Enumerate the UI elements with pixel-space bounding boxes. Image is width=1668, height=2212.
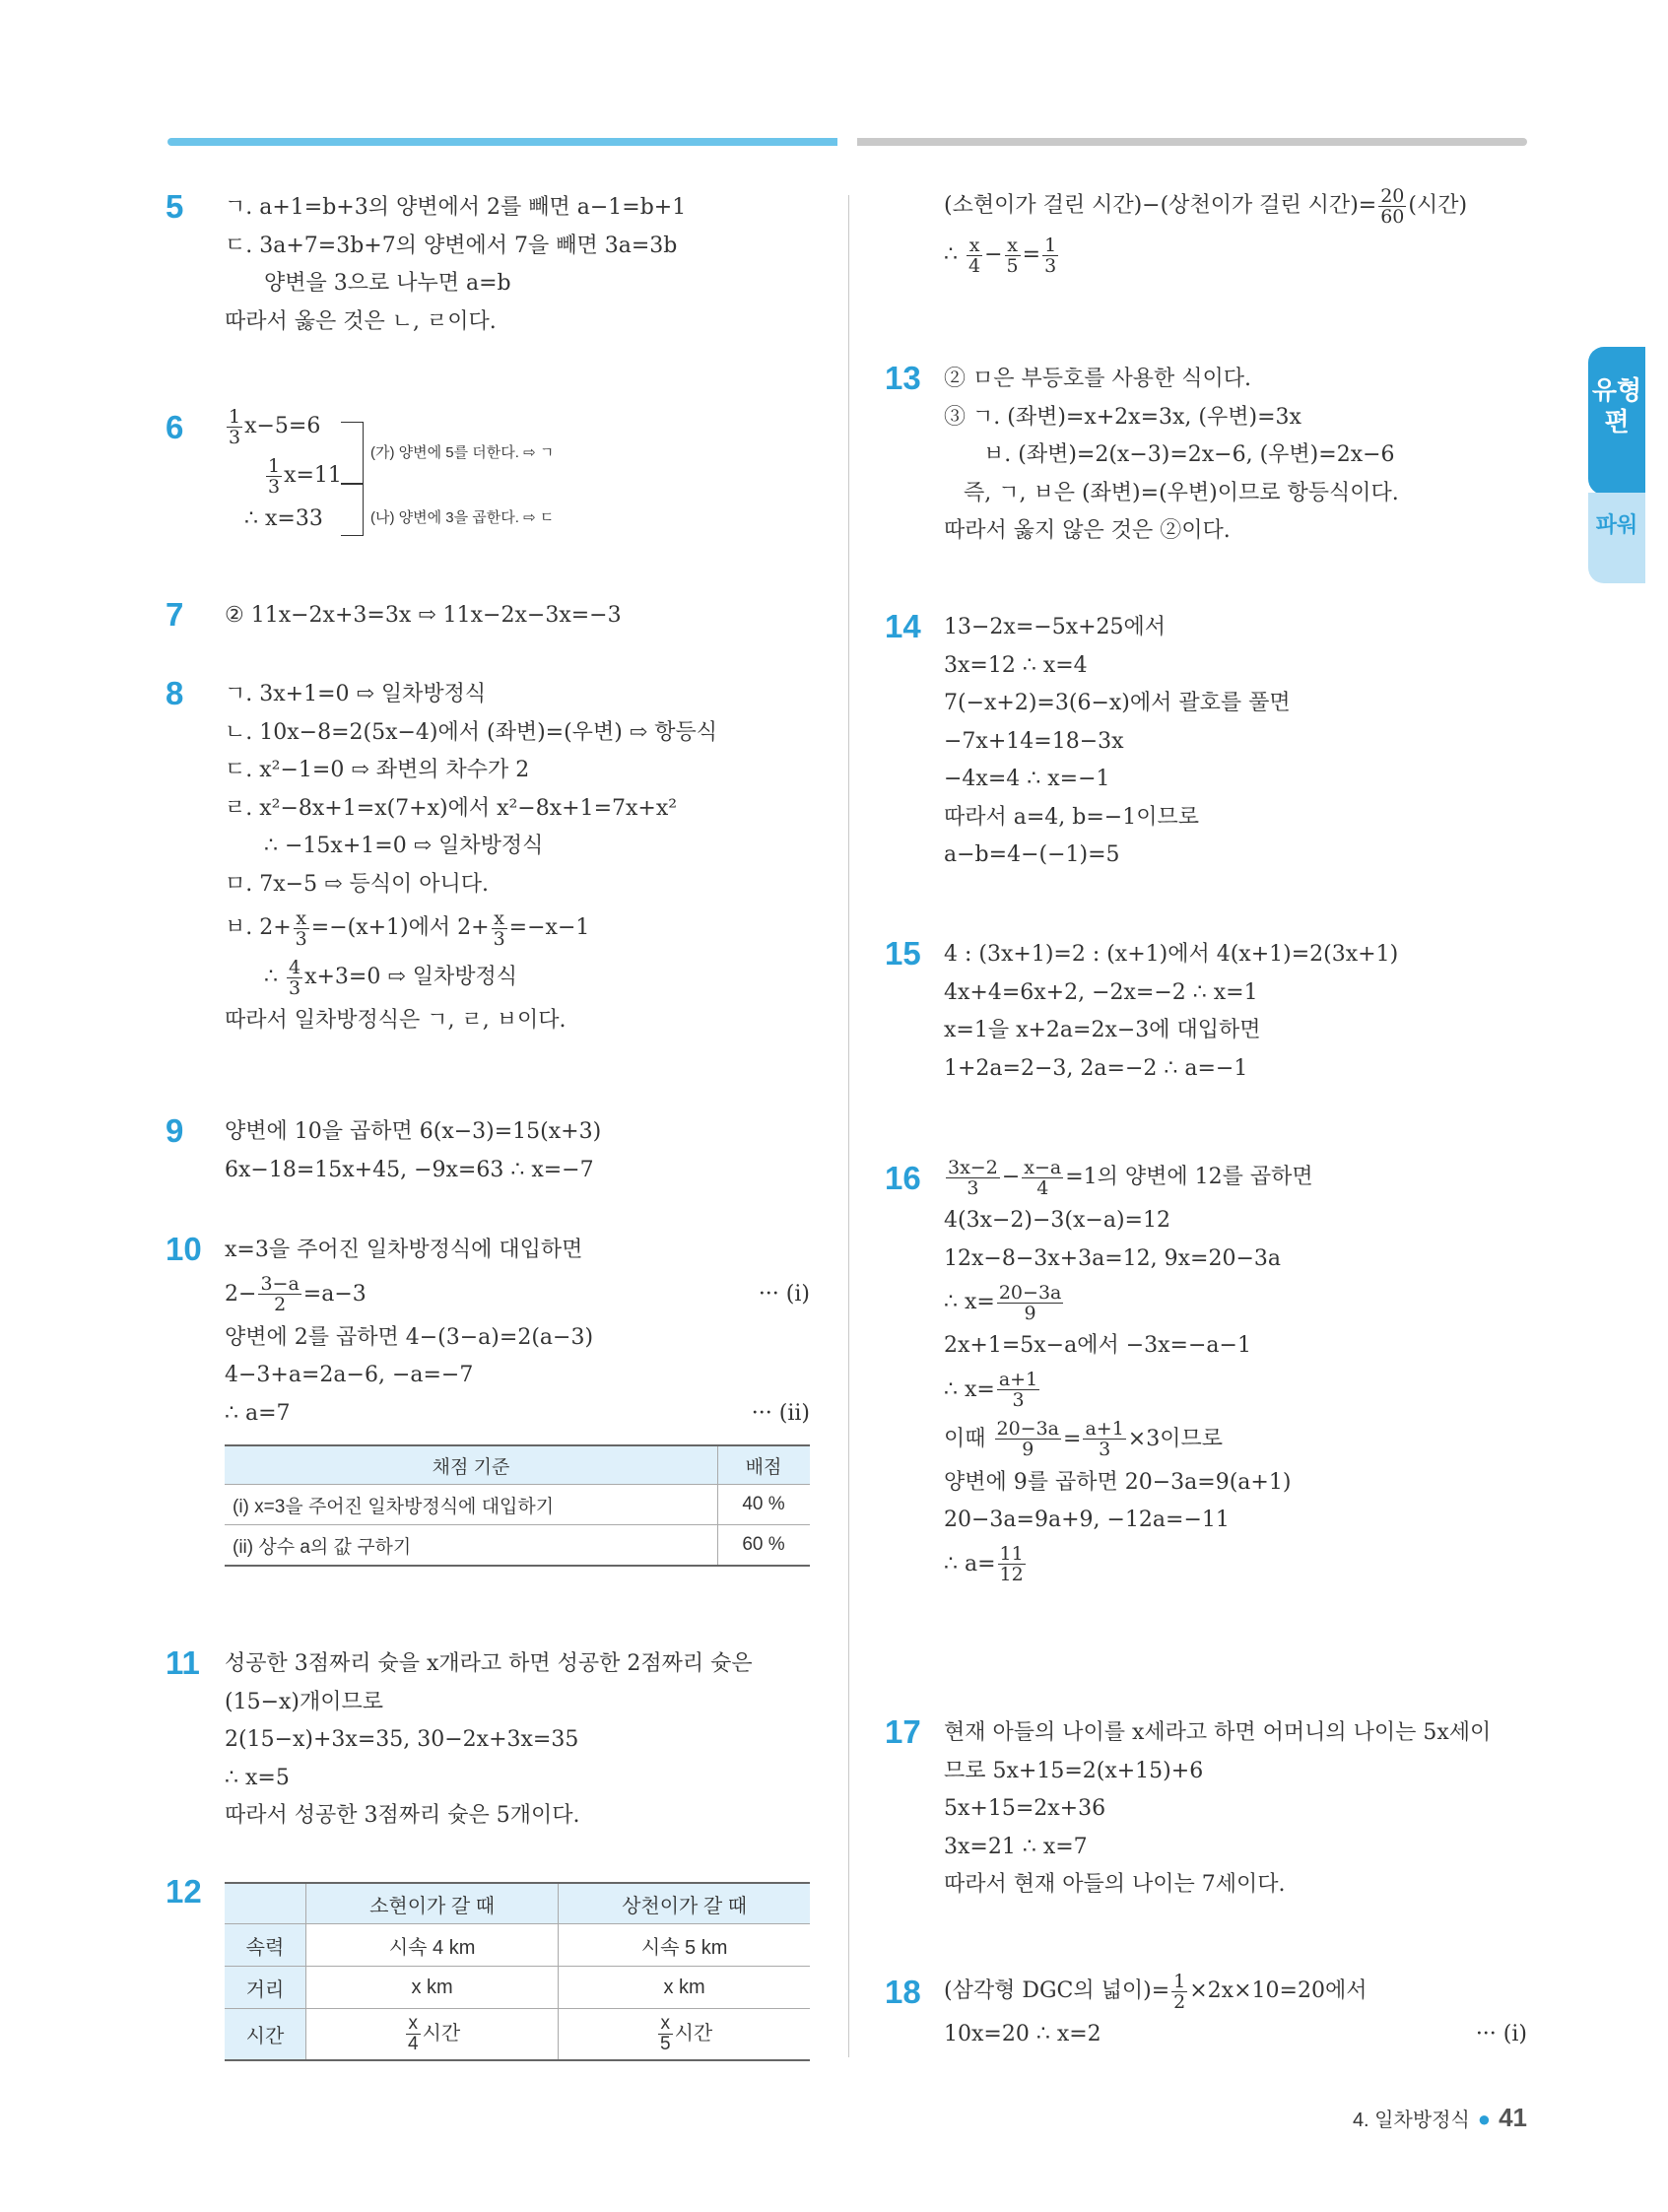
fraction: $\frac{1}{3}$ — [229, 405, 241, 448]
solution-line: ∴ x=5 — [225, 1765, 290, 1790]
fraction: $\frac{1}{3}$ — [268, 454, 281, 498]
solution-line: 7(−x+2)=3(6−x)에서 괄호를 풀면 — [944, 691, 1291, 715]
solution-line: 따라서 성공한 3점짜리 슛은 5개이다. — [225, 1803, 580, 1828]
solution-line: 2(15−x)+3x=35, 30−2x+3x=35 — [225, 1727, 579, 1752]
speed-table — [225, 1882, 810, 2061]
solution-line: 양변을 3으로 나누면 a=b — [264, 271, 511, 296]
table-row: (i) x=3을 주어진 일차방정식에 대입하기 40 % — [225, 1485, 810, 1525]
step-tag: ··· (ii) — [751, 1400, 810, 1426]
solution-line: (15−x)개이므로 — [225, 1689, 384, 1714]
side-tab-sub[interactable]: 파워 — [1588, 493, 1645, 583]
solution-line: 1+2a=2−3, 2a=−2 ∴ a=−1 — [944, 1055, 1248, 1081]
solution-line: ∴ $\frac{x}{4}$ − $\frac{x}{5}$ = $\frac{1}{3}$ — [944, 234, 1057, 277]
solution-line: 4(3x−2)−3(x−a)=12 — [944, 1208, 1170, 1233]
solution-line: 즉, ㄱ, ㅂ은 (좌변)=(우변)이므로 항등식이다. — [964, 480, 1399, 505]
solution-line: 4 : (3x+1)=2 : (x+1)에서 4(x+1)=2(3x+1) — [944, 942, 1399, 967]
solution-line: x=3을 주어진 일차방정식에 대입하면 — [225, 1238, 583, 1262]
solution-line: 성공한 3점짜리 슛을 x개라고 하면 성공한 2점짜리 슛은 — [225, 1651, 753, 1676]
step-note: (나) 양변에 3을 곱한다. ⇨ ㄷ — [370, 509, 555, 526]
solution-line: ㄷ. 3a+7=3b+7의 양변에서 7을 빼면 3a=3b — [225, 233, 678, 258]
page-number: 41 — [1499, 2103, 1527, 2132]
step-note: (가) 양변에 5를 더한다. ⇨ ㄱ — [370, 444, 555, 461]
step-bracket — [341, 422, 364, 485]
solution-line: ③ ㄱ. (좌변)=x+2x=3x, (우변)=3x — [944, 404, 1301, 430]
solution-line: a−b=4−(−1)=5 — [944, 842, 1120, 867]
problem-number: 18 — [885, 1974, 921, 2010]
problem-number: 7 — [166, 596, 184, 633]
solution-line: 이때 $\frac{20-3a}{9}$ = $\frac{a+1}{3}$ ×3이므로 — [944, 1418, 1223, 1460]
side-tab-main[interactable]: 유형편 — [1588, 347, 1645, 495]
problem-number: 14 — [885, 608, 921, 644]
solution-line: 따라서 일차방정식은 ㄱ, ㄹ, ㅂ이다. — [225, 1008, 567, 1033]
solution-line: x=1을 x+2a=2x−3에 대입하면 — [944, 1018, 1261, 1042]
solution-line: (소현이가 걸린 시간)−(상천이가 걸린 시간)= $\frac{20}{60}$ (시간) — [944, 184, 1468, 228]
table-header: 배점 — [718, 1445, 811, 1485]
problem-number: 8 — [166, 675, 184, 711]
solution-line: 따라서 현재 아들의 나이는 7세이다. — [944, 1872, 1286, 1897]
solution-line: ㅁ. 7x−5 ⇨ 등식이 아니다. — [225, 871, 489, 897]
problem-number: 5 — [166, 188, 184, 225]
step-tag: ··· (i) — [1475, 2022, 1527, 2046]
solution-line: 12x−8−3x+3a=12, 9x=20−3a — [944, 1245, 1282, 1271]
solution-line: ㄹ. x²−8x+1=x(7+x)에서 x²−8x+1=7x+x² — [225, 795, 678, 821]
solution-line: ㅂ. 2+ $\frac{x}{3}$ =−(x+1)에서 2+ $\frac{x}{3}$ =−x−1 — [225, 906, 590, 950]
solution-line: ② 11x−2x+3=3x ⇨ 11x−2x−3x=−3 — [225, 603, 622, 628]
table-row: 시간 $\frac{x}{4}$ 시간 $\frac{x}{5}$ 시간 — [225, 2009, 810, 2060]
step-bracket — [341, 483, 364, 536]
solution-line: 3x=21 ∴ x=7 — [944, 1834, 1088, 1859]
problem-number: 17 — [885, 1713, 921, 1750]
column-divider — [848, 195, 849, 2057]
solution-line: −7x+14=18−3x — [944, 728, 1124, 754]
chapter-title: 4. 일차방정식 — [1352, 2110, 1470, 2131]
solution-line: 따라서 옳지 않은 것은 ②이다. — [944, 518, 1231, 543]
solution-line: 5x+15=2x+36 — [944, 1796, 1106, 1821]
solution-line: 20−3a=9a+9, −12a=−11 — [944, 1508, 1230, 1532]
table-row: 거리 x km x km — [225, 1967, 810, 2009]
solution-line: ∴ $\frac{4}{3}$ x+3=0 ⇨ 일차방정식 — [264, 956, 518, 999]
header-bar-right — [857, 138, 1527, 146]
scoring-table — [225, 1444, 810, 1567]
solution-line: 2− $\frac{3-a}{2}$ =a−3 ··· (i) — [225, 1270, 810, 1319]
table-row: (ii) 상수 a의 값 구하기 60 % — [225, 1525, 810, 1567]
solution-line: ∴ a=7 ··· (ii) — [225, 1395, 810, 1434]
solution-line: ∴ x= $\frac{20-3a}{9}$ — [944, 1281, 1062, 1324]
solution-line: 4x+4=6x+2, −2x=−2 ∴ x=1 — [944, 979, 1258, 1005]
problem-number: 9 — [166, 1112, 184, 1149]
solution-line: ② ㅁ은 부등호를 사용한 식이다. — [944, 367, 1251, 391]
header-bar-left — [167, 138, 837, 146]
problem-number: 12 — [166, 1873, 202, 1910]
page-footer — [1353, 2103, 1527, 2133]
solution-line: ∴ a= $\frac{11}{12}$ — [944, 1543, 1024, 1585]
solution-line: ㄱ. 3x+1=0 ⇨ 일차방정식 — [225, 682, 487, 706]
equation-line: x=11 — [284, 463, 342, 488]
table-header: 소현이가 갈 때 — [306, 1883, 559, 1924]
solution-line: 양변에 9를 곱하면 20−3a=9(a+1) — [944, 1469, 1292, 1495]
problem-number: 16 — [885, 1160, 921, 1196]
problem-number: 10 — [166, 1231, 202, 1267]
problem-number: 11 — [166, 1644, 200, 1681]
table-header: 상천이가 갈 때 — [559, 1883, 810, 1924]
solution-line: −4x=4 ∴ x=−1 — [944, 767, 1110, 791]
solution-line: ㅂ. (좌변)=2(x−3)=2x−6, (우변)=2x−6 — [983, 442, 1395, 467]
solution-line: 므로 5x+15=2(x+15)+6 — [944, 1758, 1204, 1783]
solution-line: 현재 아들의 나이를 x세라고 하면 어머니의 나이는 5x세이 — [944, 1720, 1492, 1745]
solution-line: 3x=12 ∴ x=4 — [944, 652, 1088, 678]
solution-line: 따라서 a=4, b=−1이므로 — [944, 804, 1199, 830]
solution-line: (삼각형 DGC의 넓이)= $\frac{1}{2}$ ×2x×10=20에서 — [944, 1970, 1368, 2013]
bullet-dot-icon: ● — [1477, 2107, 1492, 2131]
table-header: 채점 기준 — [225, 1445, 718, 1485]
solution-line: 양변에 2를 곱하면 4−(3−a)=2(a−3) — [225, 1324, 594, 1350]
problem-number: 6 — [166, 409, 184, 445]
solution-line: 10x=20 ∴ x=2 ··· (i) — [944, 2016, 1527, 2054]
equation-line: x−5=6 — [244, 414, 321, 438]
solution-line: ㄷ. x²−1=0 ⇨ 좌변의 차수가 2 — [225, 758, 530, 782]
solution-line: 6x−18=15x+45, −9x=63 ∴ x=−7 — [225, 1157, 594, 1182]
table-row: 속력 시속 4 km 시속 5 km — [225, 1924, 810, 1967]
solution-line: ㄱ. a+1=b+3의 양변에서 2를 빼면 a−1=b+1 — [225, 195, 687, 220]
solution-line: ∴ −15x+1=0 ⇨ 일차방정식 — [264, 834, 544, 858]
problem-number: 13 — [885, 360, 921, 396]
solution-line: 13−2x=−5x+25에서 — [944, 615, 1167, 639]
solution-line: $\frac{3x-2}{3}$ − $\frac{x-a}{4}$ =1의 양변에 12를 곱하면 — [948, 1156, 1313, 1199]
equation-line: ∴ x=33 — [244, 506, 323, 531]
solution-line: 2x+1=5x−a에서 −3x=−a−1 — [944, 1333, 1251, 1358]
solution-line: 4−3+a=2a−6, −a=−7 — [225, 1363, 474, 1387]
solution-line: ㄴ. 10x−8=2(5x−4)에서 (좌변)=(우변) ⇨ 항등식 — [225, 719, 717, 745]
solution-line: 따라서 옳은 것은 ㄴ, ㄹ이다. — [225, 308, 497, 334]
solution-line: 양변에 10을 곱하면 6(x−3)=15(x+3) — [225, 1119, 602, 1144]
step-tag: ··· (i) — [758, 1281, 810, 1307]
solution-line: ∴ x= $\frac{a+1}{3}$ — [944, 1369, 1038, 1411]
problem-number: 15 — [885, 935, 921, 972]
